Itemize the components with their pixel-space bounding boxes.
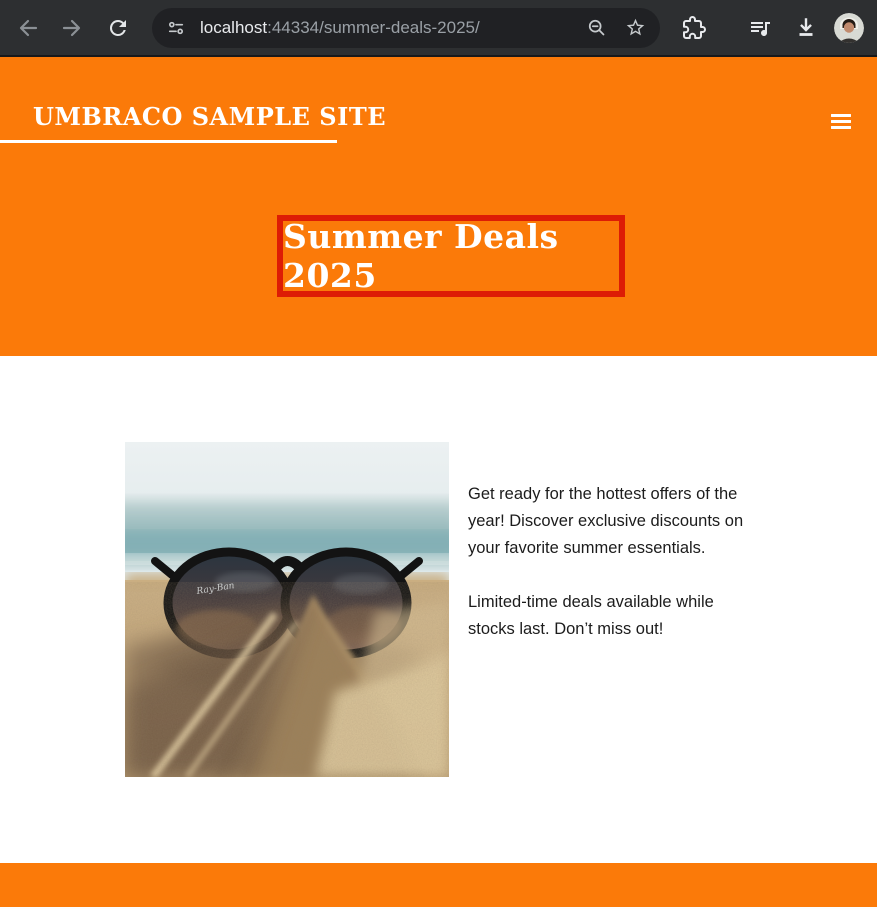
address-bar[interactable] <box>152 8 660 48</box>
deals-paragraph: Limited-time deals available while stocks last. Don’t miss out! <box>468 593 714 638</box>
zoom-icon[interactable] <box>586 17 607 38</box>
intro-paragraph: Get ready for the hottest offers of the year! Discover exclusive discounts on your favorite summer essentials. <box>468 485 744 557</box>
avatar-photo <box>834 13 864 43</box>
main-content <box>0 356 877 863</box>
page-title: Summer Deals 2025 <box>283 217 559 295</box>
menu-bar <box>831 120 851 123</box>
browser-toolbar <box>0 0 877 57</box>
profile-avatar[interactable] <box>834 13 864 43</box>
url-text[interactable] <box>200 18 586 38</box>
sunglasses-illustration <box>125 442 449 777</box>
media-playlist-icon[interactable] <box>748 16 772 40</box>
page-title-box <box>277 215 625 297</box>
download-icon[interactable] <box>794 16 818 40</box>
site-title: UMBRACO SAMPLE SITE <box>33 102 387 131</box>
back-icon[interactable] <box>16 16 40 40</box>
hero-section <box>0 57 877 356</box>
menu-bar <box>831 114 851 117</box>
extensions-icon[interactable] <box>682 16 706 40</box>
intro-copy <box>468 481 756 670</box>
site-info-icon[interactable] <box>166 18 186 38</box>
sunglasses-photo <box>125 442 449 777</box>
page-footer <box>0 863 877 907</box>
menu-bar <box>831 126 851 129</box>
url-path: :44334/summer-deals-2025/ <box>267 17 480 37</box>
site-logo[interactable] <box>0 102 387 143</box>
bookmark-star-icon[interactable] <box>625 17 646 38</box>
reload-icon[interactable] <box>106 16 130 40</box>
menu-icon[interactable] <box>831 114 851 129</box>
forward-icon[interactable] <box>60 16 84 40</box>
url-host: localhost <box>200 17 268 37</box>
